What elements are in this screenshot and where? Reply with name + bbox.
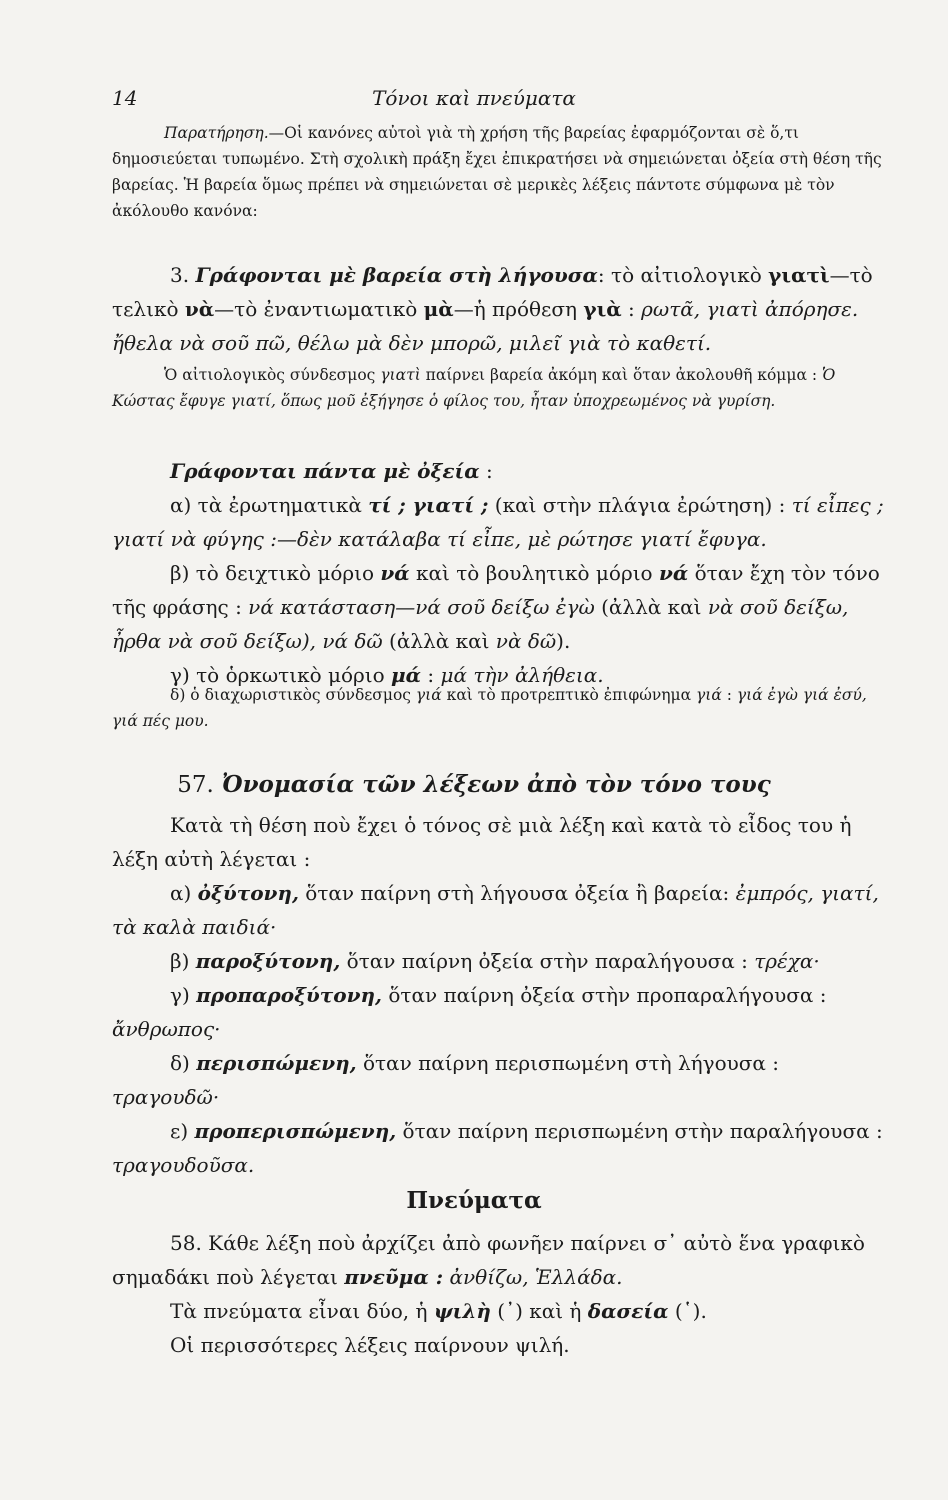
note-2-example: Ὁ Κώστας ἔφυγε γιατί, ὅπως μοῦ ἐξήγησε ὁ φίλος του, ἦταν ὑποχρεωμένος νὰ γυρίση.	[112, 366, 836, 410]
rule-b-text: (ἀλλὰ καὶ	[594, 595, 708, 619]
list-item	[112, 944, 888, 978]
list-item-example: ἐμπρός, γιατί, τὰ καλὰ παιδιά·	[112, 881, 879, 939]
list-item-label: δ)	[170, 1051, 197, 1075]
rule-3-examples: ρωτᾶ, γιατὶ ἀπόρησε. ἤθελα νὰ σοῦ πῶ, θέλω μὰ δὲν μπορῶ, μιλεῖ γιὰ τὸ καθετί.	[112, 297, 859, 355]
note-paragraph	[112, 120, 888, 224]
list-item-term: περισπώμενη,	[196, 1051, 357, 1075]
section-57-body	[112, 808, 888, 1182]
note-text: —Οἱ κανόνες αὐτοὶ γιὰ τὴ χρήση τῆς βαρείας ἐφαρμόζονται σὲ ὅ,τι δημοσιεύεται τυπωμένο. Στὴ σχολικὴ πράξη ἔχει ἐπικρατήσει νὰ σημειώνεται ὀξεία στὴ θέση τῆς βαρείας. Ἡ βαρεία ὅμως πρέπει νὰ σημειώνεται σὲ μερικὲς λέξεις πάντοτε σύμφωνα μὲ τὸν ἀκόλουθο κανόνα:	[112, 124, 882, 220]
list-item-text: ὅταν παίρνη ὀξεία στὴν παραλήγουσα :	[340, 949, 755, 973]
section-57-number: 57.	[177, 772, 214, 798]
pneumata-examples: ἀνθίζω, Ἑλλάδα.	[449, 1265, 623, 1289]
list-item-example: τραγουδοῦσα.	[112, 1153, 255, 1177]
rule-3-text: —τὸ ἐναντιωματικὸ	[214, 297, 424, 321]
rule-b-text: ὅταν ἔχη τὸν τόνο τῆς φράσης :	[112, 561, 880, 619]
list-item	[112, 1046, 888, 1114]
rule-3-word: μὰ	[423, 297, 454, 321]
rule-b-word: νά	[380, 561, 410, 585]
list-item-term: ὀξύτονη,	[197, 881, 299, 905]
list-item-label: γ)	[170, 983, 197, 1007]
note-2-text: παίρνει βαρεία ἀκόμη καὶ ὅταν ἀκολουθῆ κόμμα :	[420, 366, 822, 384]
list-item-text: ὅταν παίρνη ὀξεία στὴν προπαραλήγουσα :	[381, 983, 827, 1007]
rule-3-number: 3.	[170, 263, 190, 287]
rule-oxeia-title: Γράφονται πάντα μὲ ὀξεία	[170, 459, 480, 483]
rule-d-label: δ) ὁ διαχωριστικὸς σύνδεσμος	[170, 686, 416, 704]
rule-a-words: τί ; γιατί ;	[368, 493, 489, 517]
pneumata-text: Οἱ περισσότερες λέξεις παίρνουν ψιλή.	[170, 1333, 570, 1357]
rule-d-paragraph	[112, 682, 888, 734]
section-58-number: 58.	[170, 1231, 202, 1255]
rule-d-word: γιά	[415, 686, 442, 704]
note-label: Παρατήρηση.	[164, 124, 269, 142]
section-57-heading	[0, 768, 948, 802]
rule-a-examples: τί εἶπες ; γιατί νὰ φύγης :—δὲν κατάλαβα τί εἶπε, μὲ ρώτησε γιατί ἔφυγα.	[112, 493, 884, 551]
list-item-example: τραγουδῶ·	[112, 1085, 220, 1109]
pneumata-body	[112, 1226, 888, 1362]
pneumata-term: πνεῦμα :	[344, 1265, 444, 1289]
rule-c-word: μά	[391, 663, 422, 687]
rule-b-examples: νά κατάσταση—νά σοῦ δείξω ἐγὼ	[248, 595, 595, 619]
daseia-term: δασεία	[587, 1299, 669, 1323]
list-item	[112, 978, 888, 1046]
list-item-label: ε)	[170, 1119, 195, 1143]
rule-3-text: —ἡ πρόθεση	[453, 297, 584, 321]
rule-d-text: καὶ τὸ προτρεπτικὸ ἐπιφώνημα	[441, 686, 697, 704]
pneumata-heading: Πνεύματα	[406, 1187, 542, 1214]
rule-3-paragraph	[112, 258, 888, 360]
rule-c-label: γ) τὸ ὁρκωτικὸ μόριο	[170, 663, 392, 687]
rule-3-text: —τὸ τελικὸ	[112, 263, 873, 321]
list-item-label: α)	[170, 881, 198, 905]
list-item	[112, 876, 888, 944]
rule-3-word: γιατὶ	[768, 263, 830, 287]
pneumata-text: Τὰ πνεύματα εἶναι δύο, ἡ	[170, 1299, 434, 1323]
rule-a-label: α) τὰ ἐρωτηματικὰ	[170, 493, 369, 517]
note-2-word: γιατὶ	[380, 366, 421, 384]
rule-c-text: :	[421, 663, 441, 687]
list-item-example: ἄνθρωπος·	[112, 1017, 221, 1041]
psili-term: ψιλὴ	[433, 1299, 491, 1323]
list-item-term: παροξύτονη,	[195, 949, 341, 973]
pneumata-text: Κάθε λέξη ποὺ ἀρχίζει ἀπὸ φωνῆεν παίρνει σ᾿ αὐτὸ ἕνα γραφικὸ σημαδάκι ποὺ λέγεται	[112, 1231, 865, 1289]
rule-3-text: :	[621, 297, 642, 321]
rule-b-examples: νὰ δῶ	[495, 629, 557, 653]
rule-b-examples: νὰ σοῦ δείξω, ἦρθα νὰ σοῦ δείξω), νά δῶ	[112, 595, 849, 653]
rule-oxeia-section: Γράφονται πάντα μὲ ὀξεία : α) τὰ ἐρωτηματικὰ τί ; γιατί ; (καὶ στὴν πλάγια ἐρώτηση) : τί εἶπες ; γιατί νὰ φύγης :—δὲν κατάλαβα τί εἶπε, μὲ ρώτησε γιατί ἔφυγα. β) τὸ δειχτικὸ μόριο νά καὶ τὸ βουλητικὸ μόριο νά ὅταν ἔχη τὸν τόνο τῆς φράσης : νά κατάσταση—νά σοῦ δείξω ἐγὼ (ἀλλὰ καὶ νὰ σοῦ δείξω, ἦρθα νὰ σοῦ δείξω), νά δῶ (ἀλλὰ καὶ νὰ δῶ). γ) τὸ ὁρκωτικὸ μόριο μά : μά τὴν ἀλήθεια.	[112, 459, 884, 687]
note-2-paragraph	[112, 362, 888, 414]
page-number: 14	[112, 86, 138, 110]
rule-3-title: Γράφονται μὲ βαρεία στὴ λήγουσα	[195, 263, 598, 287]
pneumata-text: (῾).	[668, 1299, 707, 1323]
note-2-text: Ὁ αἰτιολογικὸς σύνδεσμος	[164, 366, 381, 384]
section-57-intro: Κατὰ τὴ θέση ποὺ ἔχει ὁ τόνος σὲ μιὰ λέξη καὶ κατὰ τὸ εἶδος του ἡ λέξη αὐτὴ λέγεται :	[112, 813, 852, 871]
section-57-title: Ὀνομασία τῶν λέξεων ἀπὸ τὸν τόνο τους	[221, 771, 771, 798]
rule-3-text: : τὸ αἰτιολογικὸ	[597, 263, 769, 287]
list-item-text: ὅταν παίρνη στὴ λήγουσα ὀξεία ἢ βαρεία:	[298, 881, 736, 905]
rule-d-example: γιά ἐγὼ γιά ἐσύ, γιά πές μου.	[112, 686, 867, 730]
list-item-text: ὅταν παίρνη περισπωμένη στὴ λήγουσα :	[356, 1051, 780, 1075]
rule-a-text: (καὶ στὴν πλάγια ἐρώτηση) :	[488, 493, 792, 517]
list-item-label: β)	[170, 949, 196, 973]
rule-c-example: μά τὴν ἀλήθεια.	[440, 663, 604, 687]
list-item-term: προπερισπώμενη,	[194, 1119, 397, 1143]
pneumata-text: (᾿) καὶ ἡ	[490, 1299, 588, 1323]
list-item	[112, 1114, 888, 1182]
list-item-term: προπαροξύτονη,	[196, 983, 382, 1007]
running-title: Τόνοι καὶ πνεύματα	[372, 86, 576, 110]
rule-b-label: β) τὸ δειχτικὸ μόριο	[170, 561, 381, 585]
list-item-example: τρέχα·	[754, 949, 820, 973]
rule-3-word: νὰ	[184, 297, 215, 321]
rule-b-text: ).	[556, 629, 571, 653]
rule-d-text: :	[721, 686, 737, 704]
rule-b-text: (ἀλλὰ καὶ	[382, 629, 496, 653]
rule-b-text: καὶ τὸ βουλητικὸ μόριο	[409, 561, 659, 585]
rule-3-word: γιὰ	[583, 297, 622, 321]
rule-d-word: γιά	[696, 686, 722, 704]
list-item-text: ὅταν παίρνη περισπωμένη στὴν παραλήγουσα :	[396, 1119, 883, 1143]
rule-b-word: νά	[658, 561, 689, 585]
